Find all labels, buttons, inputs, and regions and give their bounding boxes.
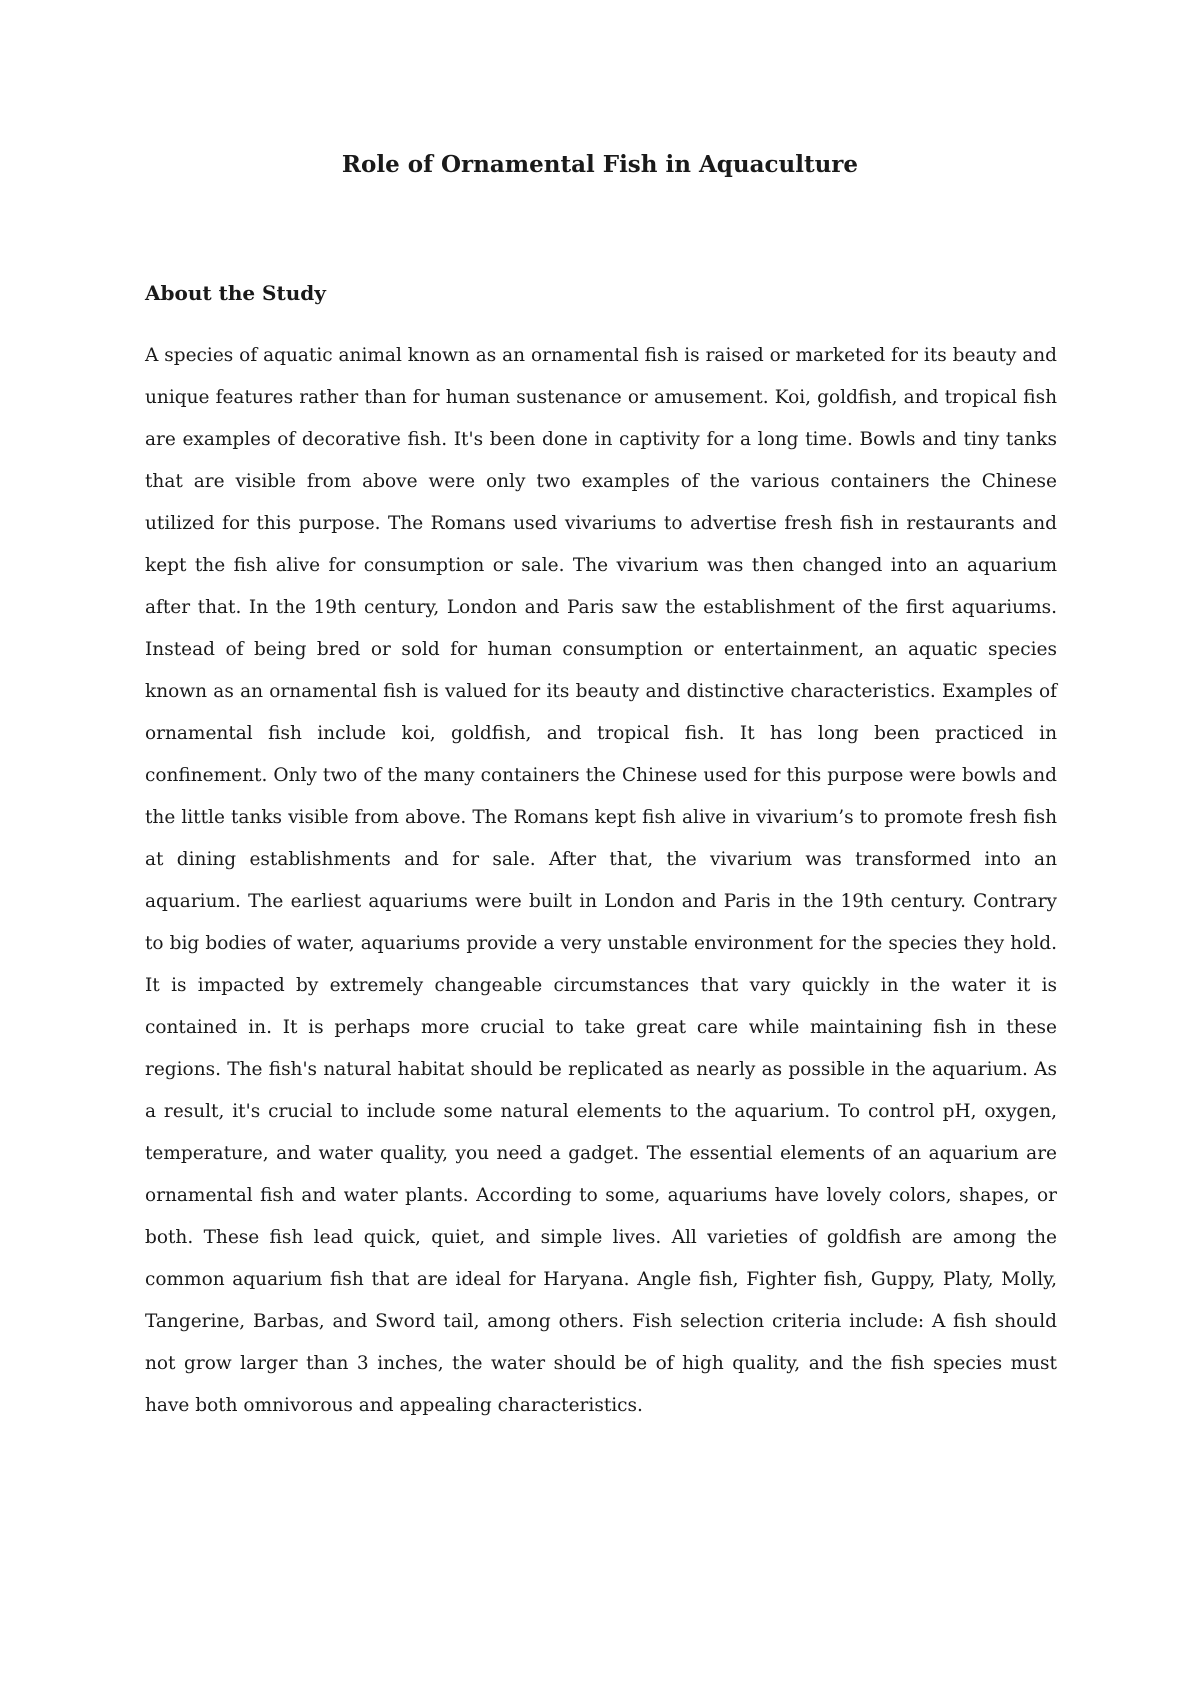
section-heading: About the Study bbox=[145, 281, 326, 305]
body-paragraph: A species of aquatic animal known as an ornamental fish is raised or marketed for its beauty and unique features rather than for human sustenance or amusement. Koi, goldfish, and tropical fish are examples of decorative fish. It's been done in captivity for a long time. Bowls and tiny tanks that are visible from above were only two examples of the various containers the Chinese utilized for this purpose. The Romans used vivariums to advertise fresh fish in restaurants and kept the fish alive for consumption or sale. The vivarium was then changed into an aquarium after that. In the 19th century, London and Paris saw the establishment of the first aquariums. Instead of being bred or sold for human consumption or entertainment, an aquatic species known as an ornamental fish is valued for its beauty and distinctive characteristics. Examples of ornamental fish include koi, goldfish, and tropical fish. It has long been practiced in confinement. Only two of the many containers the Chinese used for this purpose were bowls and the little tanks visible from above. The Romans kept fish alive in vivarium’s to promote fresh fish at dining establishments and for sale. After that, the vivarium was transformed into an aquarium. The earliest aquariums were built in London and Paris in the 19th century. Contrary to big bodies of water, aquariums provide a very unstable environment for the species they hold. It is impacted by extremely changeable circumstances that vary quickly in the water it is contained in. It is perhaps more crucial to take great care while maintaining fish in these regions. The fish's natural habitat should be replicated as nearly as possible in the aquarium. As a result, it's crucial to include some natural elements to the aquarium. To control pH, oxygen, temperature, and water quality, you need a gadget. The essential elements of an aquarium are ornamental fish and water plants. According to some, aquariums have lovely colors, shapes, or both. These fish lead quick, quiet, and simple lives. All varieties of goldfish are among the common aquarium fish that are ideal for Haryana. Angle fish, Fighter fish, Guppy, Platy, Molly, Tangerine, Barbas, and Sword tail, among others. Fish selection criteria include: A fish should not grow larger than 3 inches, the water should be of high quality, and the fish species must have both omnivorous and appealing characteristics. bbox=[145, 345, 1057, 1416]
document-title: Role of Ornamental Fish in Aquaculture bbox=[341, 151, 859, 178]
